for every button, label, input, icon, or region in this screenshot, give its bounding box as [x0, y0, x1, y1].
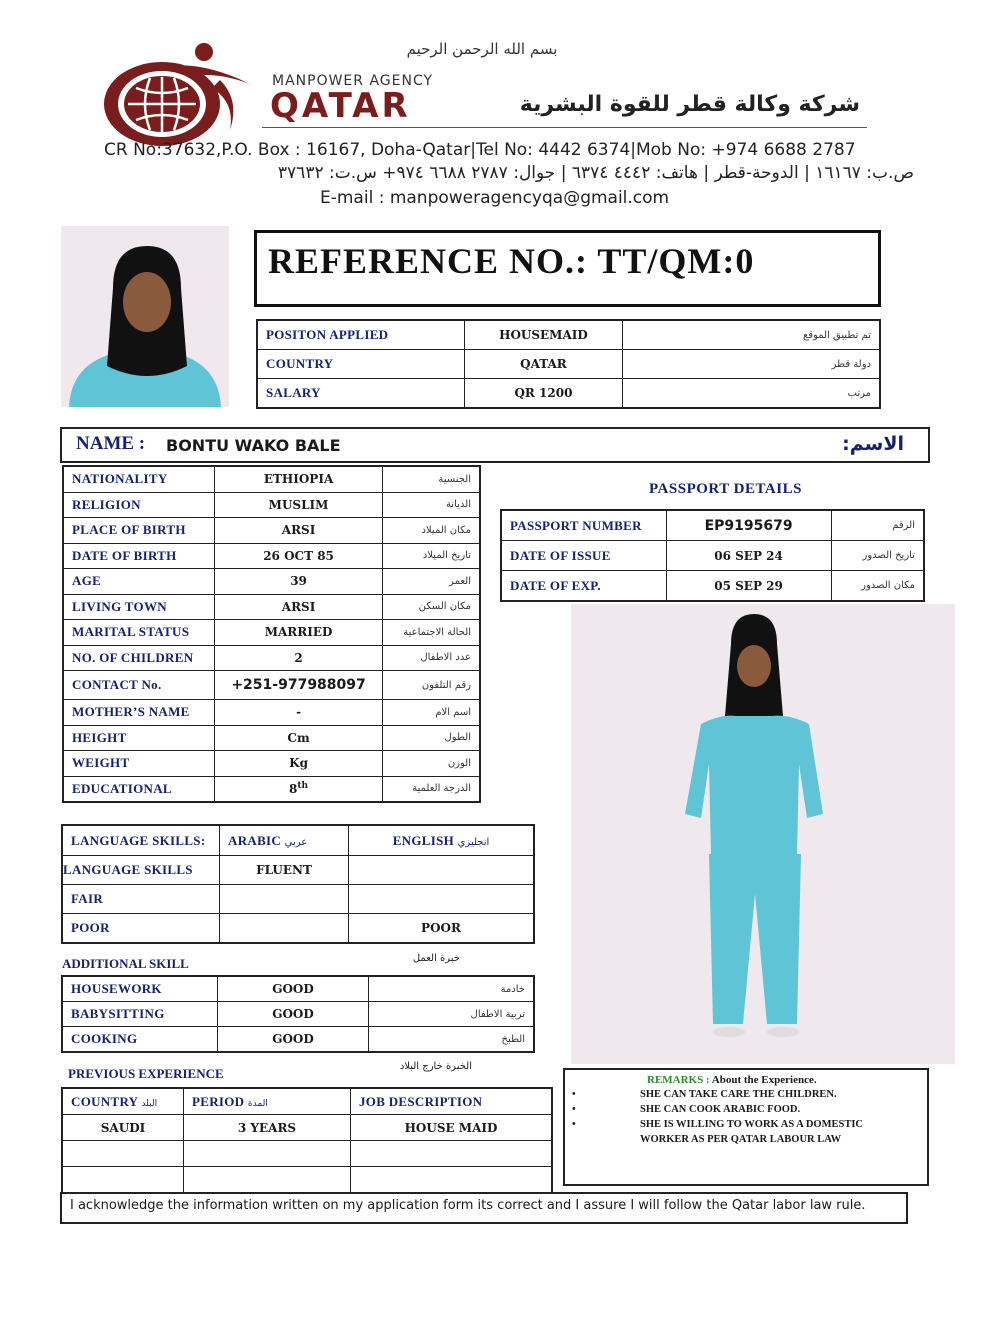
personal-label-ar: تاريخ الميلاد	[382, 543, 480, 569]
contact-line-ar: ص.ب: ١٦١٦٧ | الدوحة-قطر | هاتف: ٤٤٤٢ ٦٣٧٤ | جوال: ٢٧٨٧ ٦٦٨٨ ٩٧٤+ س.ت: ٣٧٦٣٢	[277, 163, 914, 183]
personal-label-ar: الجنسية	[382, 466, 480, 492]
language-table	[61, 824, 535, 944]
personal-row	[63, 725, 480, 751]
additional-skill-label: BABYSITTING	[62, 1002, 218, 1027]
job-label: SALARY	[257, 379, 465, 409]
personal-value: ETHIOPIA	[215, 466, 382, 492]
personal-label: PLACE OF BIRTH	[63, 518, 215, 544]
additional-skill-value: GOOD	[218, 1027, 369, 1053]
additional-skill-label-ar: الطبخ	[369, 1027, 535, 1053]
personal-value: +251-977988097	[215, 671, 382, 700]
personal-label: EDUCATIONAL	[63, 776, 215, 802]
language-row	[62, 856, 534, 885]
remarks-item-text: SHE IS WILLING TO WORK AS A DOMESTIC	[640, 1119, 864, 1130]
experience-header-row	[62, 1088, 552, 1115]
job-label: COUNTRY	[257, 350, 465, 379]
additional-skill-table	[61, 975, 535, 1053]
additional-skill-title-ar: خبرة العمل	[412, 953, 460, 964]
bullet-icon	[572, 1134, 640, 1149]
personal-label-ar: رقم التلفون	[382, 671, 480, 700]
education-suffix: th	[297, 781, 309, 792]
bullet-icon: •	[572, 1119, 576, 1130]
personal-label: MARITAL STATUS	[63, 620, 215, 646]
contact-line-en: CR No:37632,P.O. Box : 16167, Doha-Qatar|Tel No: 4442 6374|Mob No: +974 6688 2787	[104, 140, 856, 160]
experience-col-job	[351, 1088, 553, 1115]
personal-value: MARRIED	[215, 620, 382, 646]
language-arabic-value	[220, 885, 349, 914]
personal-label-ar: اسم الام	[382, 700, 480, 726]
language-english-value: POOR	[349, 914, 535, 944]
passport-label: DATE OF ISSUE	[501, 541, 666, 571]
additional-skill-value: GOOD	[218, 1002, 369, 1027]
header-rule	[262, 127, 867, 128]
remarks-item	[572, 1134, 912, 1149]
remarks-item	[572, 1119, 912, 1134]
experience-row	[62, 1115, 552, 1141]
personal-value: 2	[215, 645, 382, 671]
language-col-arabic	[220, 825, 349, 856]
personal-label: NATIONALITY	[63, 466, 215, 492]
personal-value: Cm	[215, 725, 382, 751]
additional-skill-value: GOOD	[218, 976, 369, 1002]
personal-label: CONTACT No.	[63, 671, 215, 700]
name-label-ar: الاسم:	[842, 433, 904, 455]
experience-country	[62, 1167, 184, 1194]
experience-col-period	[184, 1088, 351, 1115]
experience-job	[351, 1141, 553, 1167]
personal-label-ar: الوزن	[382, 751, 480, 777]
experience-period: 3 YEARS	[184, 1115, 351, 1141]
language-english-value	[349, 856, 535, 885]
personal-row	[63, 751, 480, 777]
experience-job	[351, 1167, 553, 1194]
applicant-name: BONTU WAKO BALE	[166, 436, 341, 455]
job-row	[257, 350, 880, 379]
experience-country	[62, 1141, 184, 1167]
passport-label: DATE OF EXP.	[501, 571, 666, 602]
job-value: QR 1200	[465, 379, 622, 409]
experience-row	[62, 1167, 552, 1194]
language-level: FAIR	[62, 885, 220, 914]
additional-skill-title: ADDITIONAL SKILL	[62, 956, 189, 971]
personal-row	[63, 518, 480, 544]
personal-row	[63, 671, 480, 700]
agency-name-small: MANPOWER AGENCY	[272, 73, 434, 89]
bismillah: بسم الله الرحمن الرحيم	[406, 40, 558, 58]
job-label-ar: مرتب	[622, 379, 880, 409]
job-row	[257, 379, 880, 409]
experience-col-period-ar: المدة	[247, 1098, 268, 1109]
language-arabic-value	[220, 914, 349, 944]
language-english-value	[349, 885, 535, 914]
passport-value: EP9195679	[666, 510, 831, 541]
agency-name-big: QATAR	[270, 86, 411, 126]
remarks-label: REMARKS :	[647, 1074, 710, 1086]
personal-label-ar: الدرجة العلمية	[382, 776, 480, 802]
job-label: POSITON APPLIED	[257, 320, 465, 350]
language-col-arabic-ar: عربي	[284, 836, 308, 848]
language-row	[62, 885, 534, 914]
job-value: HOUSEMAID	[465, 320, 622, 350]
personal-row	[63, 776, 480, 802]
passport-label: PASSPORT NUMBER	[501, 510, 666, 541]
language-col-english	[349, 825, 535, 856]
experience-col-job-label: JOB DESCRIPTION	[359, 1093, 483, 1109]
personal-label-ar: مكان الميلاد	[382, 518, 480, 544]
experience-title-ar: الخبرة خارج البلاد	[399, 1061, 472, 1072]
remarks-item	[572, 1104, 912, 1119]
personal-label-ar: الديانة	[382, 492, 480, 518]
agency-logo	[100, 40, 260, 150]
personal-table	[62, 465, 481, 803]
personal-value	[215, 776, 382, 802]
applicant-photo-portrait	[61, 226, 229, 407]
additional-skill-label-ar: تربية الاطفال	[369, 1002, 535, 1027]
additional-skill-label: COOKING	[62, 1027, 218, 1053]
personal-value: MUSLIM	[215, 492, 382, 518]
personal-label-ar: مكان السكن	[382, 594, 480, 620]
personal-row	[63, 645, 480, 671]
personal-value: ARSI	[215, 518, 382, 544]
remarks-item-text: WORKER AS PER QATAR LABOUR LAW	[640, 1134, 842, 1145]
passport-row	[501, 510, 924, 541]
personal-label-ar: الطول	[382, 725, 480, 751]
additional-skill-label-ar: خادمة	[369, 976, 535, 1002]
applicant-photo-full	[571, 604, 955, 1064]
language-col-arabic-label: ARABIC	[228, 832, 282, 848]
remarks-list	[572, 1089, 912, 1149]
agency-email: E-mail : manpoweragencyqa@gmail.com	[320, 188, 670, 208]
language-col-english-ar: انجليزي	[457, 836, 490, 848]
experience-col-country-ar: البلد	[141, 1098, 158, 1109]
bullet-icon: •	[572, 1089, 576, 1100]
personal-label: DATE OF BIRTH	[63, 543, 215, 569]
experience-country: SAUDI	[62, 1115, 184, 1141]
passport-table	[500, 509, 925, 602]
personal-row	[63, 466, 480, 492]
personal-row	[63, 700, 480, 726]
experience-period	[184, 1167, 351, 1194]
passport-label-ar: مكان الصدور	[831, 571, 924, 602]
personal-label: LIVING TOWN	[63, 594, 215, 620]
language-level: POOR	[62, 914, 220, 944]
remarks-item	[572, 1089, 912, 1104]
personal-value: 26 OCT 85	[215, 543, 382, 569]
passport-row	[501, 541, 924, 571]
education-level: 8	[289, 782, 298, 797]
language-arabic-value: FLUENT	[220, 856, 349, 885]
passport-title: PASSPORT DETAILS	[649, 481, 802, 497]
language-level: LANGUAGE SKILLS	[62, 856, 220, 885]
personal-row	[63, 492, 480, 518]
personal-value: 39	[215, 569, 382, 595]
personal-label: MOTHER’S NAME	[63, 700, 215, 726]
passport-label-ar: تاريخ الصدور	[831, 541, 924, 571]
additional-skill-row	[62, 1027, 534, 1053]
passport-value: 05 SEP 29	[666, 571, 831, 602]
experience-row	[62, 1141, 552, 1167]
personal-label-ar: عدد الاطفال	[382, 645, 480, 671]
language-row	[62, 914, 534, 944]
experience-table	[61, 1087, 553, 1194]
agency-name-arabic: شركة وكالة قطر للقوة البشرية	[519, 92, 860, 117]
bullet-icon: •	[572, 1104, 576, 1115]
personal-label: WEIGHT	[63, 751, 215, 777]
job-label-ar: تم تطبيق الموقع	[622, 320, 880, 350]
personal-value: ARSI	[215, 594, 382, 620]
job-row	[257, 320, 880, 350]
remarks-intro: About the Experience.	[711, 1074, 817, 1086]
passport-row	[501, 571, 924, 602]
job-label-ar: دولة قطر	[622, 350, 880, 379]
passport-label-ar: الرقم	[831, 510, 924, 541]
reference-number: REFERENCE NO.: TT/QM:0	[268, 241, 755, 281]
experience-col-country-label: COUNTRY	[71, 1093, 138, 1109]
name-label: NAME :	[76, 433, 146, 454]
remarks-item-text: SHE CAN TAKE CARE THE CHILDREN.	[640, 1089, 837, 1100]
personal-row	[63, 569, 480, 595]
personal-label: RELIGION	[63, 492, 215, 518]
personal-row	[63, 620, 480, 646]
job-value: QATAR	[465, 350, 622, 379]
experience-title: PREVIOUS EXPERIENCE	[68, 1066, 224, 1081]
passport-value: 06 SEP 24	[666, 541, 831, 571]
language-header-row	[62, 825, 534, 856]
experience-job: HOUSE MAID	[351, 1115, 553, 1141]
remarks-heading	[647, 1074, 817, 1086]
additional-skill-label: HOUSEWORK	[62, 976, 218, 1002]
personal-value: -	[215, 700, 382, 726]
language-col-english-label: ENGLISH	[392, 832, 455, 848]
personal-row	[63, 594, 480, 620]
job-table	[256, 319, 881, 409]
personal-label: HEIGHT	[63, 725, 215, 751]
experience-col-period-label: PERIOD	[192, 1093, 245, 1109]
personal-label-ar: الحالة الاجتماعية	[382, 620, 480, 646]
personal-label: NO. OF CHILDREN	[63, 645, 215, 671]
language-header-label: LANGUAGE SKILLS:	[62, 825, 220, 856]
personal-label: AGE	[63, 569, 215, 595]
personal-value: Kg	[215, 751, 382, 777]
remarks-item-text: SHE CAN COOK ARABIC FOOD.	[640, 1104, 801, 1115]
additional-skill-row	[62, 976, 534, 1002]
experience-period	[184, 1141, 351, 1167]
personal-row	[63, 543, 480, 569]
additional-skill-row	[62, 1002, 534, 1027]
acknowledgement-text: I acknowledge the information written on my application form its correct and I assure I will follow the Qatar labor law rule.	[70, 1198, 866, 1213]
personal-label-ar: العمر	[382, 569, 480, 595]
experience-col-country	[62, 1088, 184, 1115]
